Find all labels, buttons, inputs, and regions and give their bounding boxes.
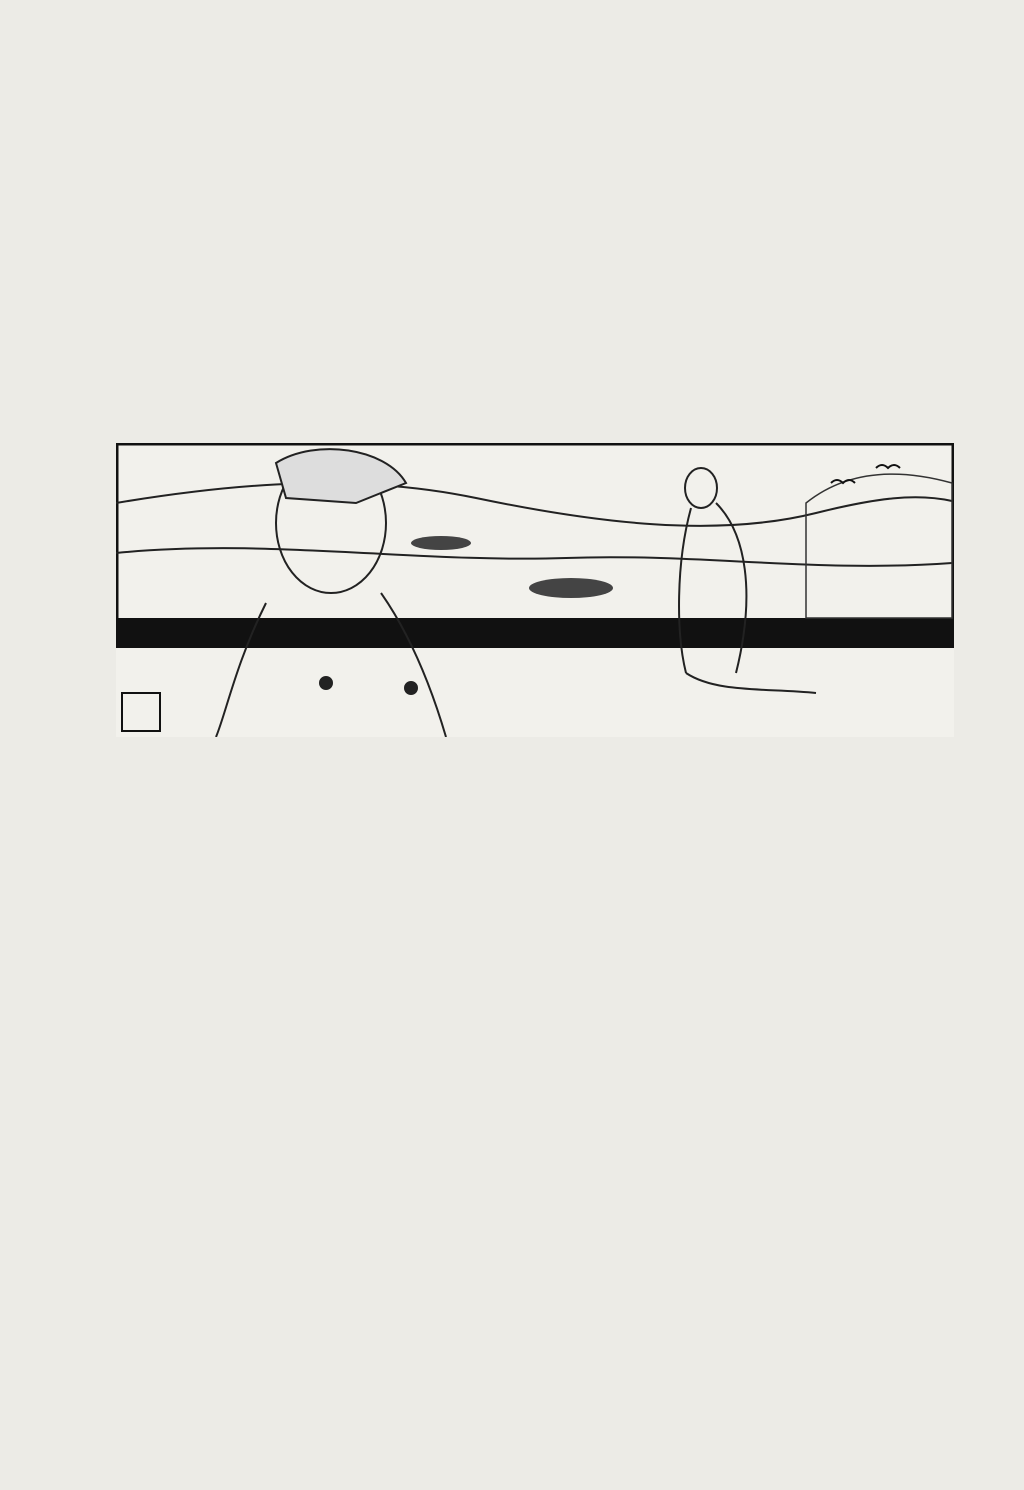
illustration — [116, 443, 954, 737]
page-footer — [136, 1422, 146, 1446]
